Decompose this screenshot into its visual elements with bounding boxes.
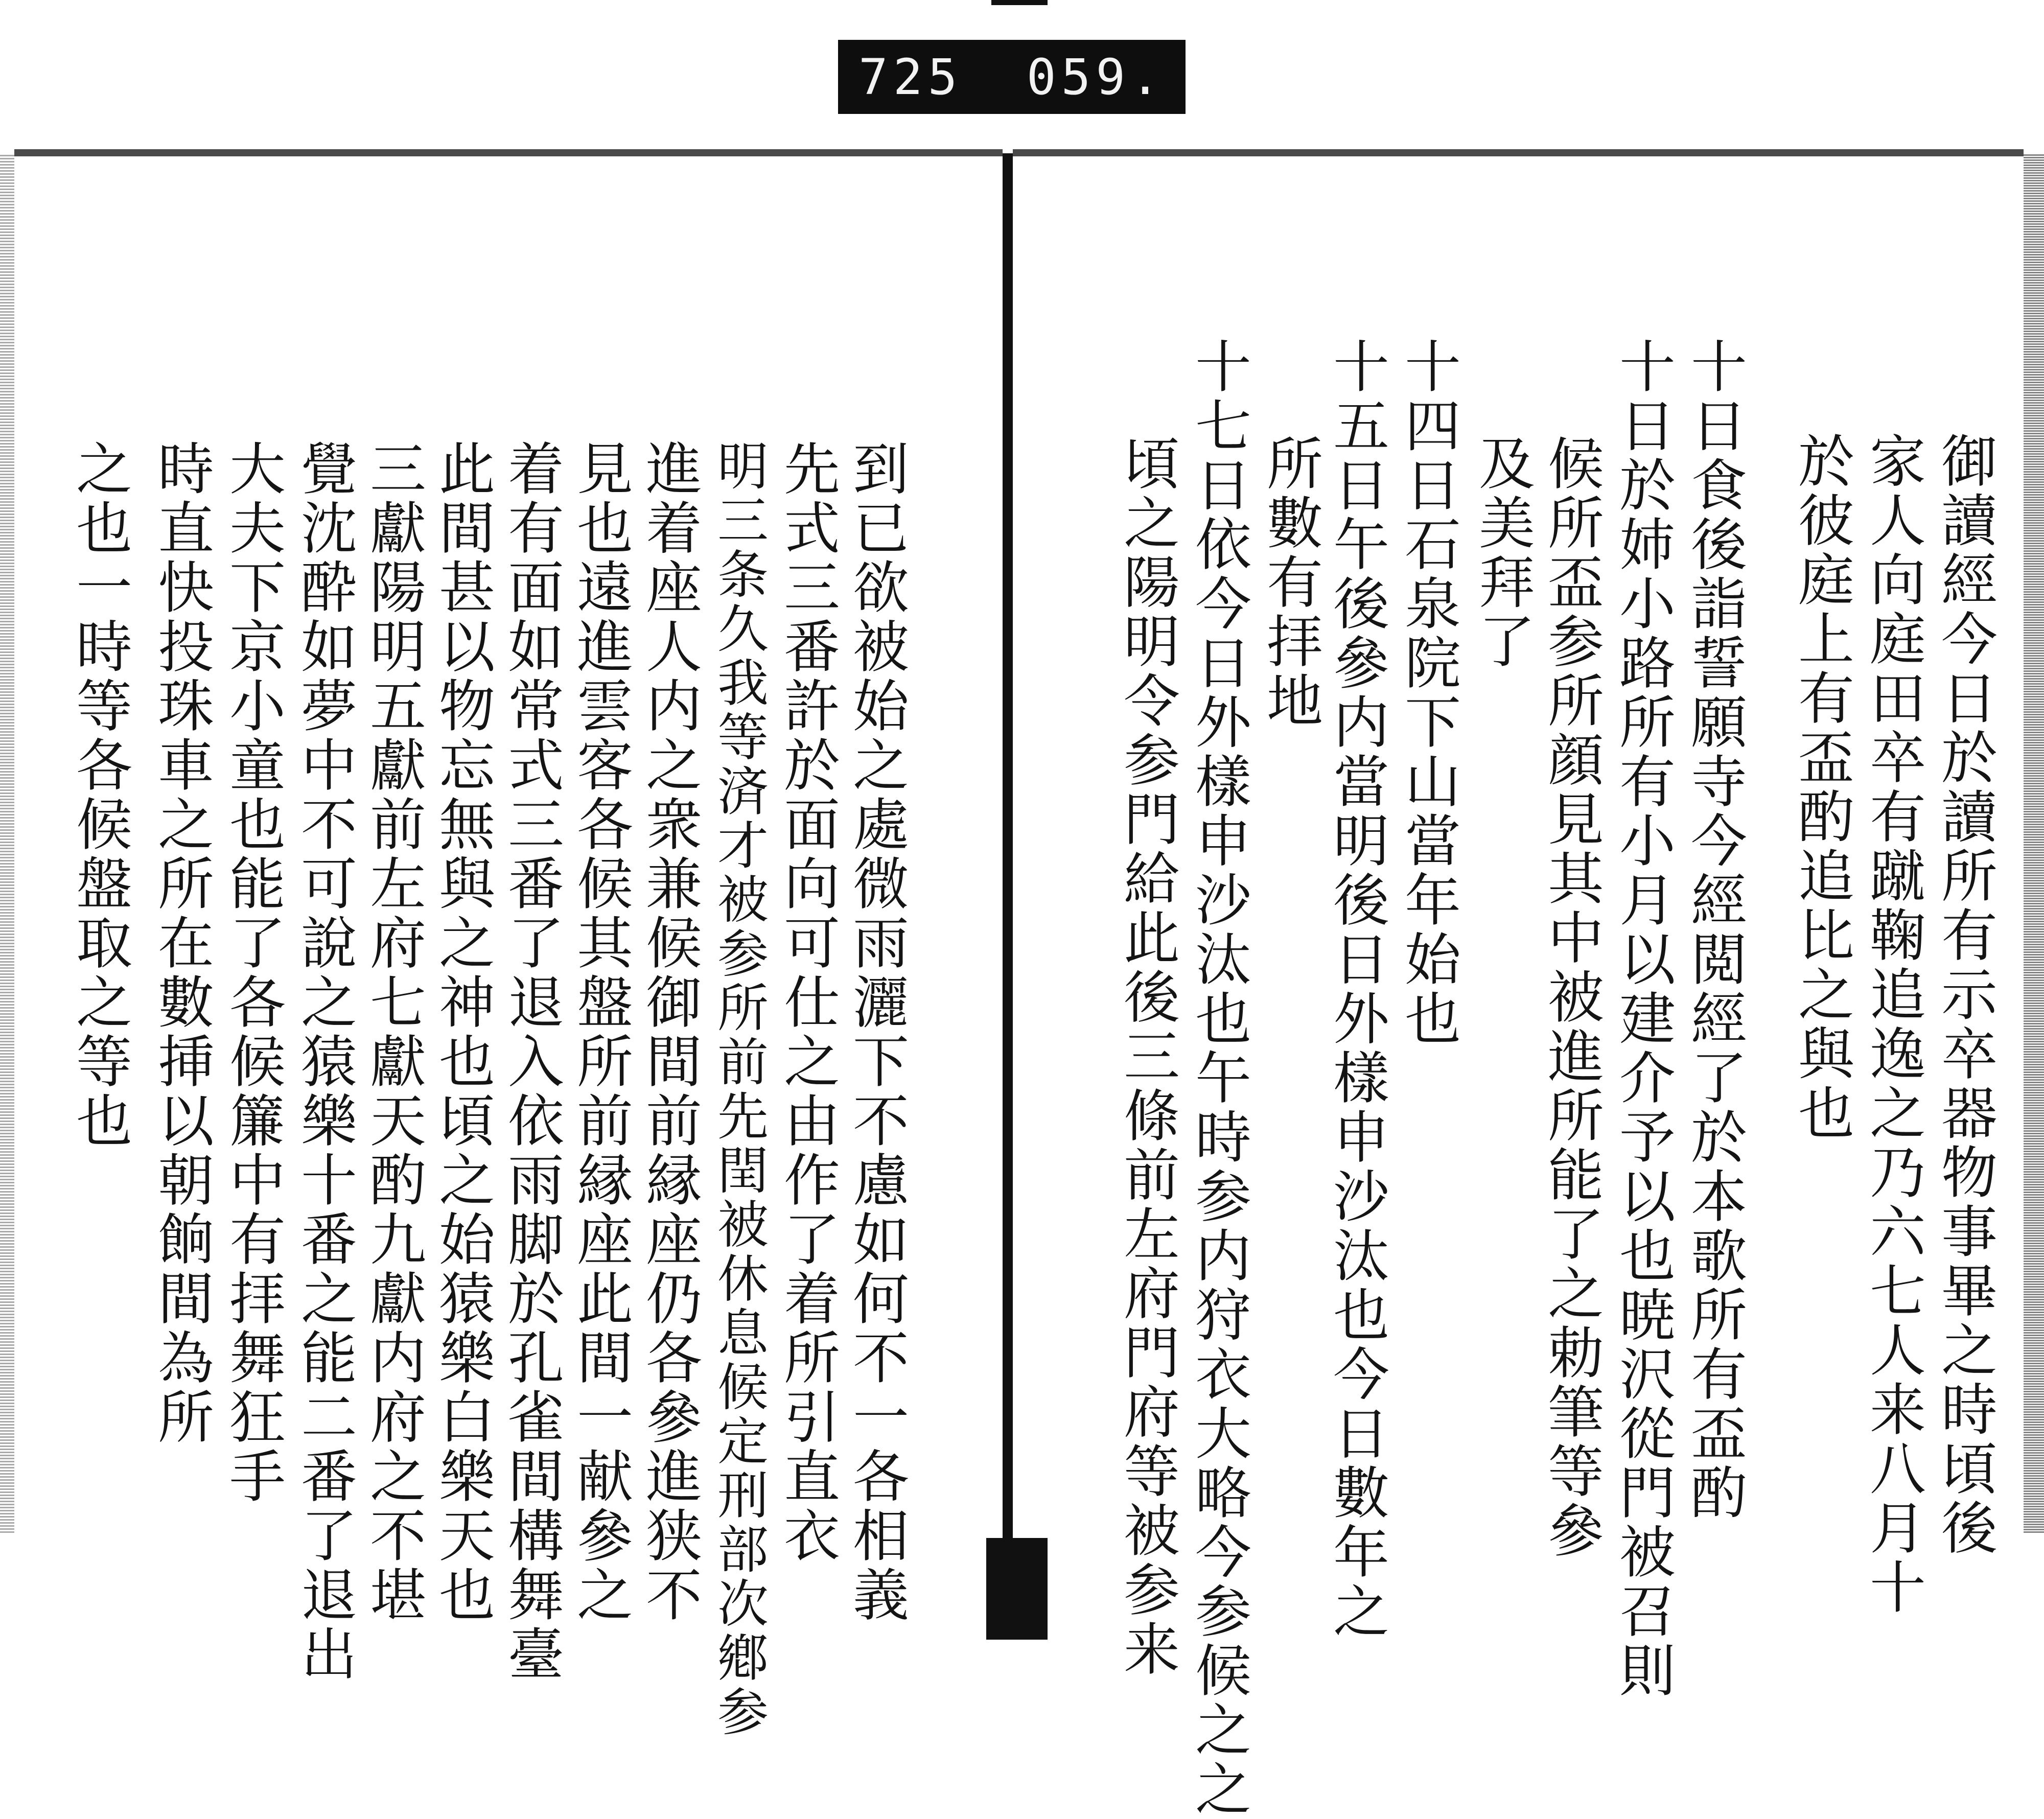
text-column: 十七日依今日外樣申沙汰也午時参内狩衣大略今参候之之 [1186, 337, 1251, 1819]
text-column: 御讀經今日於讀所有示卒器物事畢之時頃後 [1932, 432, 1997, 1558]
left-page-top-edge [14, 149, 1003, 156]
film-bottom-marker [986, 1538, 1048, 1640]
reel-number-left: 725 [858, 48, 963, 106]
right-page-side-edge [2024, 153, 2044, 1533]
reel-number-label [838, 40, 1186, 114]
text-column: 進着座人内之衆兼候御間前縁座仍各參進狭不 [637, 439, 702, 1625]
text-column: 先式三番許於面向可仕之由作了着所引直衣 [775, 439, 840, 1566]
text-column: 所數有拝地 [1258, 434, 1323, 731]
text-column: 十日於姉小路所有小月以建介予以也暁沢從門被召則 [1610, 337, 1676, 1700]
text-column: 三獻陽明五獻前左府七獻天酌九獻内府之不堪 [361, 439, 426, 1625]
text-column: 家人向庭田卒有蹴鞠追逸之乃六七人来八月十 [1861, 432, 1926, 1617]
text-column: 見也遠進雲客各候其盤所前縁座此間一献參之 [568, 439, 633, 1625]
text-column: 之也一時等各候盤取之等也 [67, 439, 132, 1151]
text-column: 到已欲被始之處微雨灑下不慮如何不一各相義 [844, 439, 909, 1625]
book-gutter [1003, 153, 1013, 1543]
text-column: 及美拜了 [1470, 434, 1535, 671]
right-page-top-edge [1013, 149, 2024, 156]
text-column: 此間甚以物忘無與之神也頃之始猿樂白樂天也 [430, 439, 495, 1625]
text-column: 十四日石泉院下山當年始也 [1396, 337, 1461, 1048]
text-column: 候所盃参所顔見其中被進所能了之勅筆等參 [1539, 434, 1604, 1560]
film-marker [991, 0, 1048, 5]
text-column: 時直快投珠車之所在數挿以朝餉間為所 [149, 439, 214, 1447]
text-column: 大夫下京小童也能了各候簾中有拝舞狂手 [220, 439, 286, 1506]
reel-number-right: 059. [1026, 48, 1165, 106]
text-column: 十五日午後參内當明後日外樣申沙汰也今日數年之 [1324, 337, 1389, 1641]
text-column: 於彼庭上有盃酌追比之與也 [1789, 432, 1854, 1143]
text-column: 明三条久我等済才被参所前先閏被休息候定刑部次鄕参 [709, 439, 769, 1739]
text-column: 十日食後詣誓願寺今經閲經了於本歌所有盃酌 [1682, 337, 1747, 1523]
text-column: 覺沈酔如夢中不可說之猿樂十番之能二番了退出 [292, 439, 357, 1684]
text-column: 着有面如常式三番了退入依雨脚於孔雀間構舞臺 [499, 439, 564, 1684]
text-column: 頃之陽明令参門給此後三條前左府門府等被参来 [1114, 434, 1180, 1679]
left-page-side-edge [0, 153, 14, 1533]
